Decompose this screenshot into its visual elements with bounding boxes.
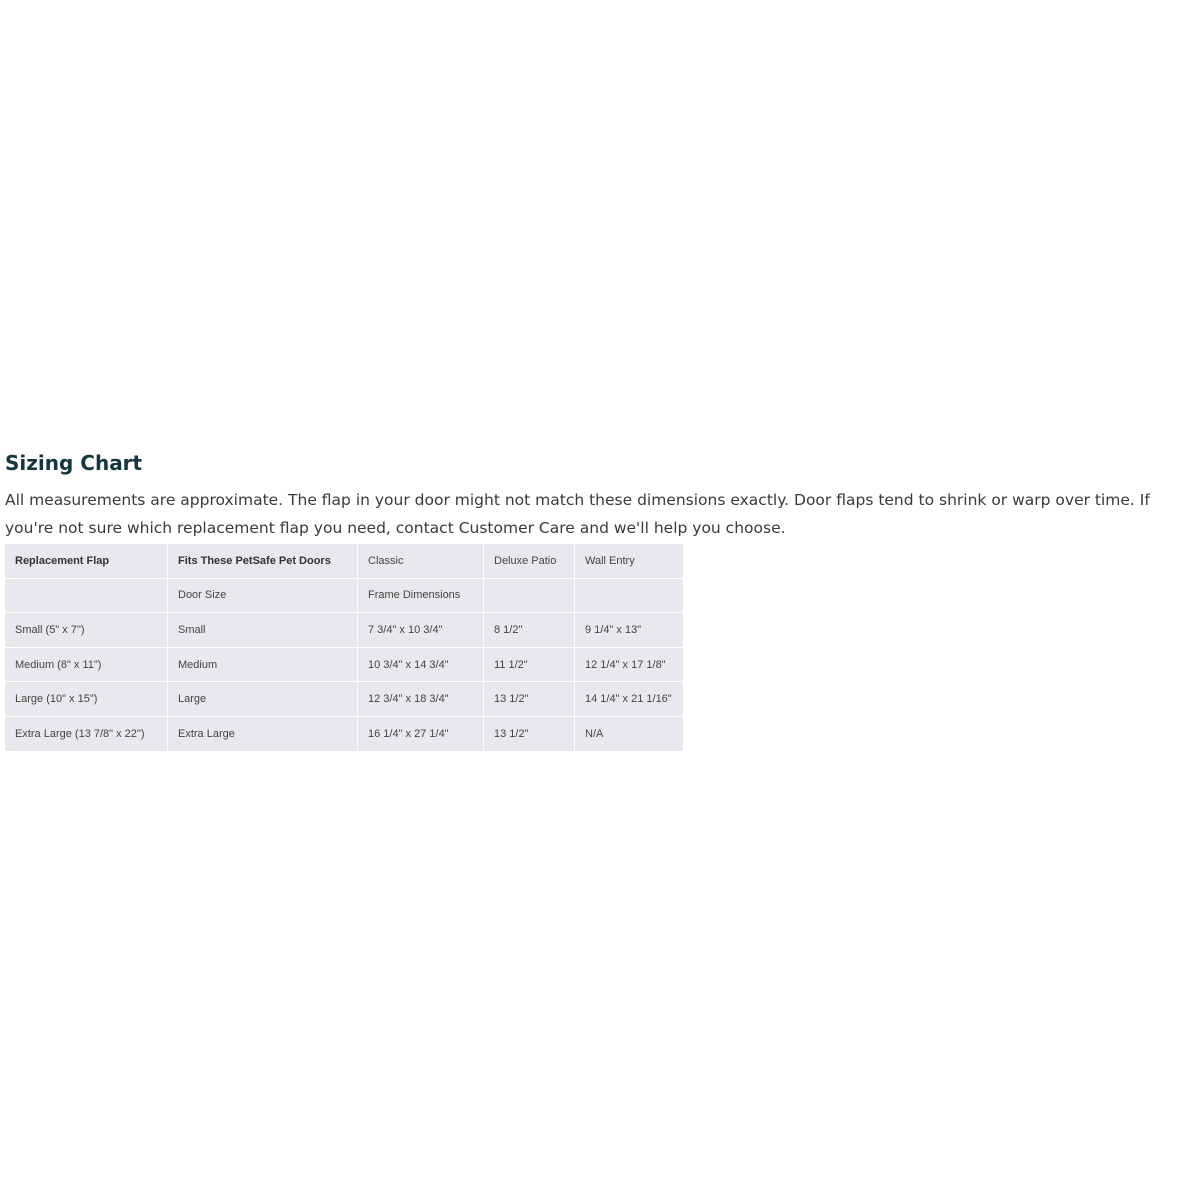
table-cell: 8 1/2" [484, 613, 575, 648]
table-subheader-row [5, 578, 683, 613]
table-cell: 13 1/2" [484, 716, 575, 750]
sizing-table [5, 544, 683, 751]
table-header-row [5, 544, 683, 578]
header-deluxe-patio: Deluxe Patio [484, 544, 575, 578]
subheader-door-size: Door Size [168, 578, 358, 613]
table-cell: 12 1/4" x 17 1/8" [575, 647, 684, 682]
header-replacement-flap: Replacement Flap [5, 544, 168, 578]
header-classic: Classic [358, 544, 484, 578]
table-cell: Small (5" x 7") [5, 613, 168, 648]
subheader-frame-dimensions: Frame Dimensions [358, 578, 484, 613]
sizing-description-line-1: All measurements are approximate. The flap in your door might not match these dimensions exactly. Door flaps tend to shrink or warp over time. If [5, 491, 1150, 509]
table-cell [575, 578, 684, 613]
table-cell: 14 1/4" x 21 1/16" [575, 682, 684, 717]
sizing-description-line-2: you're not sure which replacement flap you need, contact Customer Care and we'll help you choose. [5, 519, 786, 537]
table-cell: N/A [585, 727, 604, 740]
table-row [5, 716, 683, 750]
table-cell [5, 578, 168, 613]
table-cell: 9 1/4" x 13" [575, 613, 684, 648]
table-cell: 10 3/4" x 14 3/4" [358, 647, 484, 682]
table-row [5, 682, 683, 717]
sizing-description [5, 486, 1200, 542]
table-row [5, 613, 683, 648]
page-title: Sizing Chart [5, 451, 143, 475]
header-wall-entry: Wall Entry [575, 544, 684, 578]
table-cell: 12 3/4" x 18 3/4" [358, 682, 484, 717]
sizing-chart-section [5, 448, 1195, 751]
table-cell [484, 578, 575, 613]
table-cell: Large (10" x 15") [5, 682, 168, 717]
table-cell: Medium [168, 647, 358, 682]
table-cell: Medium (8" x 11") [5, 647, 168, 682]
table-cell: 11 1/2" [484, 647, 575, 682]
table-cell: Extra Large (13 7/8" x 22") [5, 716, 168, 750]
table-cell: 16 1/4" x 27 1/4" [358, 716, 484, 750]
header-fits-doors: Fits These PetSafe Pet Doors [168, 544, 358, 578]
table-cell: Large [168, 682, 358, 717]
table-row [5, 647, 683, 682]
table-cell: 7 3/4" x 10 3/4" [358, 613, 484, 648]
table-cell: Small [168, 613, 358, 648]
table-cell: Extra Large [168, 716, 358, 750]
table-cell: 13 1/2" [484, 682, 575, 717]
